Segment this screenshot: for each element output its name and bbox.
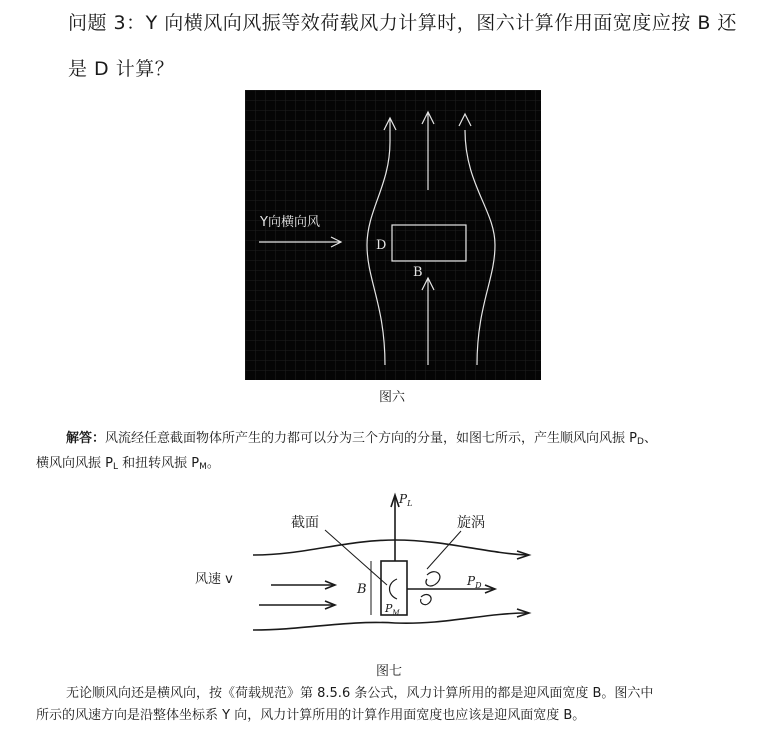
question-line-1: 问题 3：Y 向横风向风振等效荷载风力计算时，图六计算作用面宽度应按 B 还 xyxy=(68,12,737,34)
figure-7-drawing xyxy=(195,485,555,645)
label-pd: $P_D$ xyxy=(467,574,482,590)
answer-text-3: 横风向风振 P xyxy=(36,456,113,471)
answer-sub-l: L xyxy=(112,462,118,472)
figure-7 xyxy=(195,485,555,645)
label-wind-speed: 风速 v xyxy=(195,572,233,587)
label-pl: $P_L$ xyxy=(399,492,413,508)
pm-arc xyxy=(390,579,398,599)
conclusion-paragraph xyxy=(36,683,756,727)
upper-flow-line xyxy=(253,540,527,555)
conclusion-line-2: 所示的风速方向是沿整体坐标系 Y 向，风力计算所用的计算作用面宽度也应该是迎风面宽度 B。 xyxy=(36,708,586,723)
answer-sub-m: M xyxy=(199,462,207,472)
section-pointer xyxy=(325,530,387,585)
vortex-upper xyxy=(426,572,440,586)
grid-background xyxy=(245,90,541,380)
label-b: B xyxy=(413,265,423,280)
figure-6-caption: 图六 xyxy=(378,390,405,405)
answer-paragraph xyxy=(36,428,756,478)
question-line-2: 是 D 计算？ xyxy=(68,58,175,80)
label-b: B xyxy=(357,582,367,597)
figure-7-caption: 图七 xyxy=(375,664,402,679)
answer-text-4: 和扭转风振 P xyxy=(118,456,200,471)
answer-lead: 解答： xyxy=(66,431,106,446)
answer-sub-d: D xyxy=(637,437,644,447)
answer-text-1: 风流经任意截面物体所产生的力都可以分为三个方向的分量，如图七所示，产生顺风向风振 P xyxy=(105,431,637,446)
label-d: D xyxy=(376,238,387,253)
conclusion-line-1: 无论顺风向还是横风向，按《荷载规范》第 8.5.6 条公式，风力计算所用的都是迎风面宽度 B。图六中 xyxy=(66,686,654,701)
label-pm: $P_M$ xyxy=(385,602,400,617)
figure-6-drawing xyxy=(245,90,541,380)
label-section: 截面 xyxy=(291,515,319,531)
vortex-pointer xyxy=(427,531,461,569)
label-vortex: 旋涡 xyxy=(457,515,485,531)
wind-label: Y向横向风 xyxy=(260,215,320,230)
figure-6 xyxy=(245,90,541,380)
vortex-lower xyxy=(421,595,432,605)
answer-text-2: 、 xyxy=(643,431,657,446)
answer-text-5: 。 xyxy=(206,456,220,471)
